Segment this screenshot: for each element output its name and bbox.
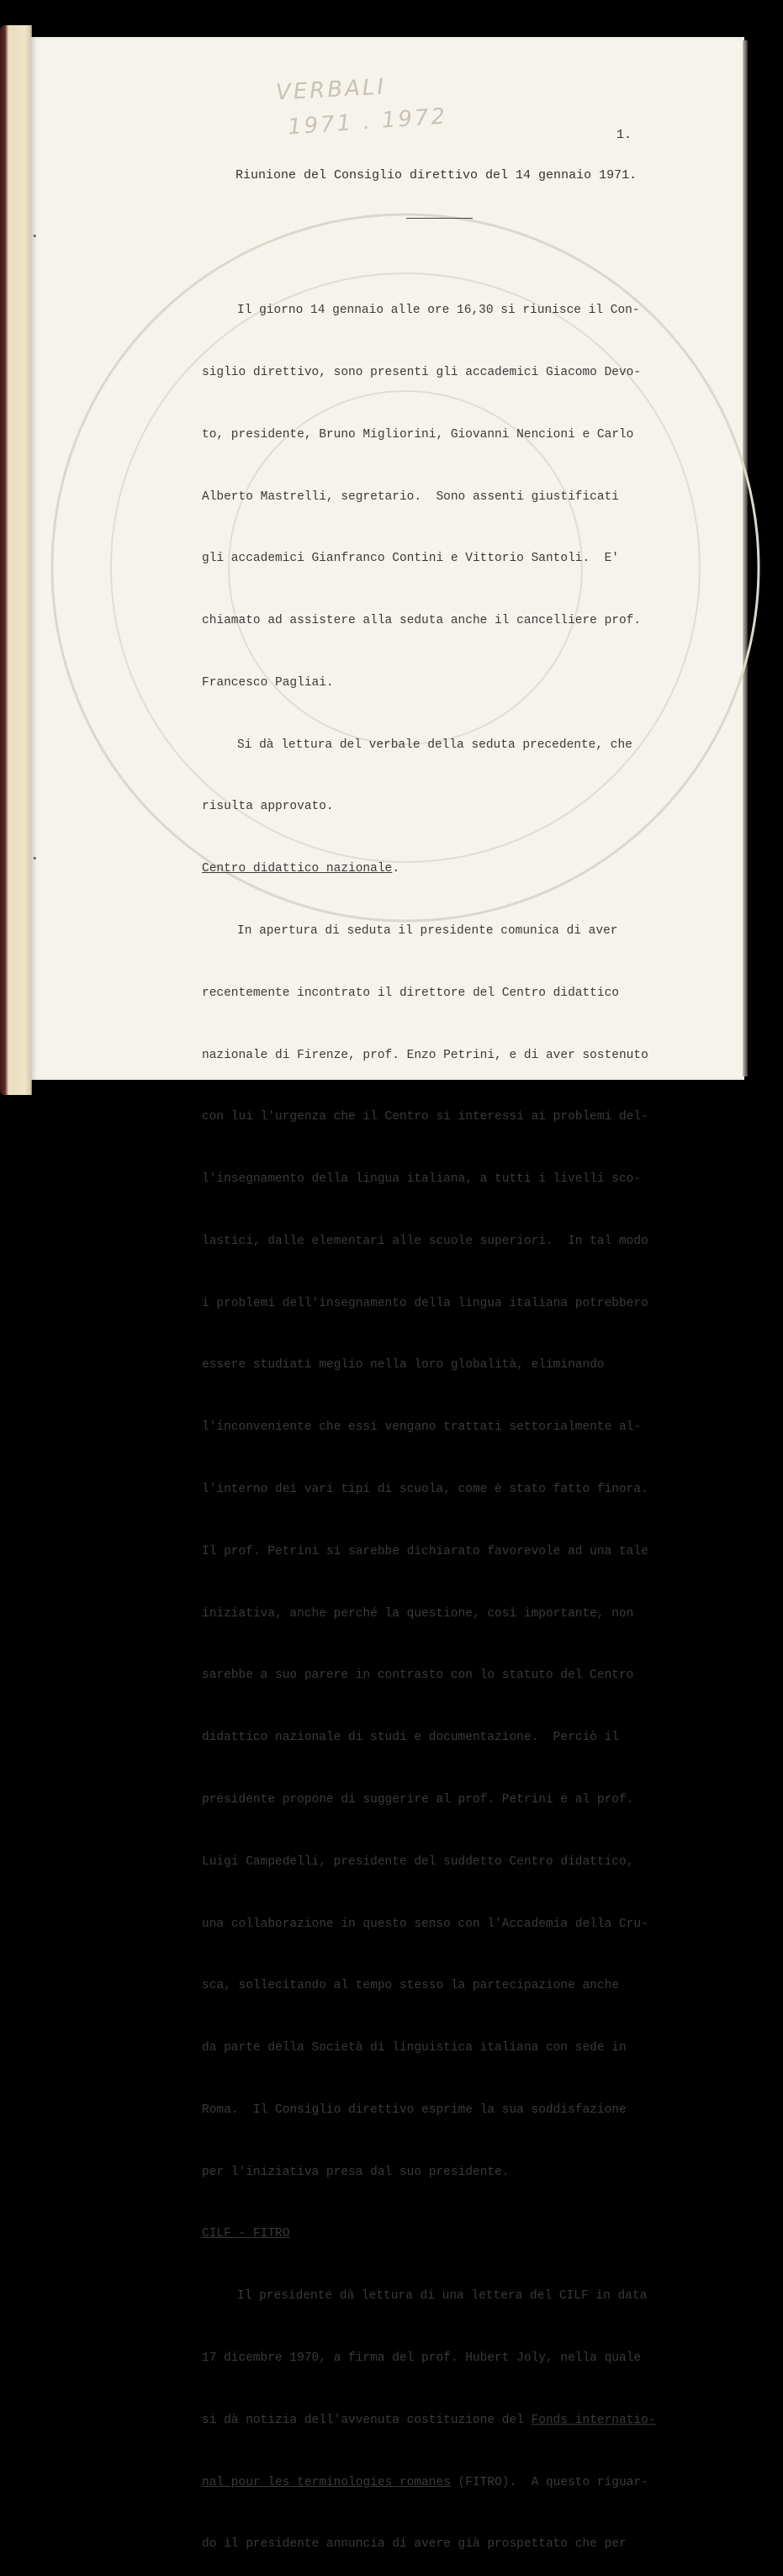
- text-line: [202, 2473, 673, 2494]
- text-line: iniziativa, anche perché la questione, così importante, non: [202, 1606, 634, 1621]
- text-span: (FITRO). A questo riguar-: [450, 2475, 648, 2489]
- book-binding: [0, 25, 32, 1095]
- text-line: siglio direttivo, sono presenti gli accademici Giacomo Devo-: [202, 365, 642, 379]
- text-line: l'insegnamento della lingua italiana, a tutti i livelli sco-: [202, 1172, 642, 1187]
- text-line: una collaborazione in questo senso con l'Accademia della Cru-: [202, 1917, 648, 1931]
- text-line: essere studiati meglio nella loro globalità, eliminando: [202, 1358, 605, 1373]
- section-heading-text: Centro didattico nazionale: [202, 862, 393, 876]
- text-line: chiamato ad assistere alla seduta anche il cancelliere prof.: [202, 614, 642, 628]
- text-line: Alberto Mastrelli, segretario. Sono assenti giustificati: [202, 489, 619, 504]
- text-line: Si dà lettura del verbale della seduta precedente, che: [237, 738, 632, 752]
- text-line: 17 dicembre 1970, a firma del prof. Hubert Joly, nella quale: [202, 2351, 642, 2365]
- text-line: l'interno dei vari tipi di scuola, come è stato fatto finora.: [202, 1483, 648, 1497]
- text-line: [202, 2410, 673, 2431]
- text-line: risulta approvato.: [202, 800, 334, 814]
- handwritten-annotation-years: 1971 . 1972: [287, 103, 448, 140]
- text-line: l'inconveniente che essi vengano trattati settorialmente al-: [202, 1420, 642, 1435]
- text-line: i problemi dell'insegnamento della lingua italiana potrebbero: [202, 1296, 648, 1310]
- text-line: Il giorno 14 gennaio alle ore 16,30 si riunisce il Con-: [237, 304, 640, 318]
- text-line: presidente propone di suggerire al prof. Petrini e al prof.: [202, 1792, 634, 1806]
- text-line: Luigi Campedelli, presidente del suddetto Centro didattico,: [202, 1854, 634, 1869]
- title-rule: [406, 218, 473, 219]
- text-line: Roma. Il Consiglio direttivo esprime la sua soddisfazione: [202, 2103, 627, 2117]
- document-body: [202, 259, 673, 2576]
- document-title: Riunione del Consiglio direttivo del 14 gennaio 1971.: [235, 168, 638, 182]
- text-span: si dà notizia dell'avvenuta costituzione del: [202, 2413, 532, 2427]
- text-line: con lui l'urgenza che il Centro si interessi ai problemi del-: [202, 1110, 648, 1124]
- text-line: Il presidente dà lettura di una lettera del CILF in data: [237, 2289, 648, 2304]
- section-heading-centro: [202, 859, 673, 880]
- underlined-title: nal pour les terminologies romanes: [202, 2475, 451, 2489]
- section-heading-cilf: [202, 2224, 673, 2245]
- text-line: da parte della Società di linguistica italiana con sede in: [202, 2041, 627, 2055]
- section-heading-text: CILF - FITRO: [202, 2227, 290, 2241]
- text-line: In apertura di seduta il presidente comunica di aver: [237, 924, 618, 938]
- handwritten-annotation: VERBALI: [275, 74, 387, 106]
- underlined-title: Fonds internatio-: [531, 2413, 656, 2427]
- text-line: gli accademici Gianfranco Contini e Vittorio Santoli. E': [202, 552, 619, 566]
- margin-mark: •: [32, 232, 38, 242]
- text-line: lastici, dalle elementari alle scuole superiori. In tal modo: [202, 1234, 648, 1248]
- text-line: nazionale di Firenze, prof. Enzo Petrini, e di aver sostenuto: [202, 1048, 648, 1062]
- page-edge: [743, 40, 748, 1076]
- text-line: sca, sollecitando al tempo stesso la partecipazione anche: [202, 1979, 619, 1993]
- page-number: 1.: [616, 128, 632, 142]
- text-line: recentemente incontrato il direttore del Centro didattico: [202, 986, 619, 1000]
- text-line: sarebbe a suo parere in contrasto con lo statuto del Centro: [202, 1669, 634, 1683]
- heading-period: .: [392, 862, 399, 876]
- text-line: to, presidente, Bruno Migliorini, Giovanni Nencioni e Carlo: [202, 427, 634, 442]
- text-line: per l'iniziativa presa dal suo presidente.: [202, 2165, 510, 2179]
- text-line: Francesco Pagliai.: [202, 675, 334, 690]
- margin-mark: •: [32, 854, 38, 865]
- text-line: Il prof. Petrini si sarebbe dichiarato favorevole ad una tale: [202, 1544, 648, 1558]
- text-line: do il presidente annuncia di avere già prospettato che per: [202, 2537, 627, 2552]
- text-line: didattico nazionale di studi e documentazione. Perciò il: [202, 1731, 619, 1745]
